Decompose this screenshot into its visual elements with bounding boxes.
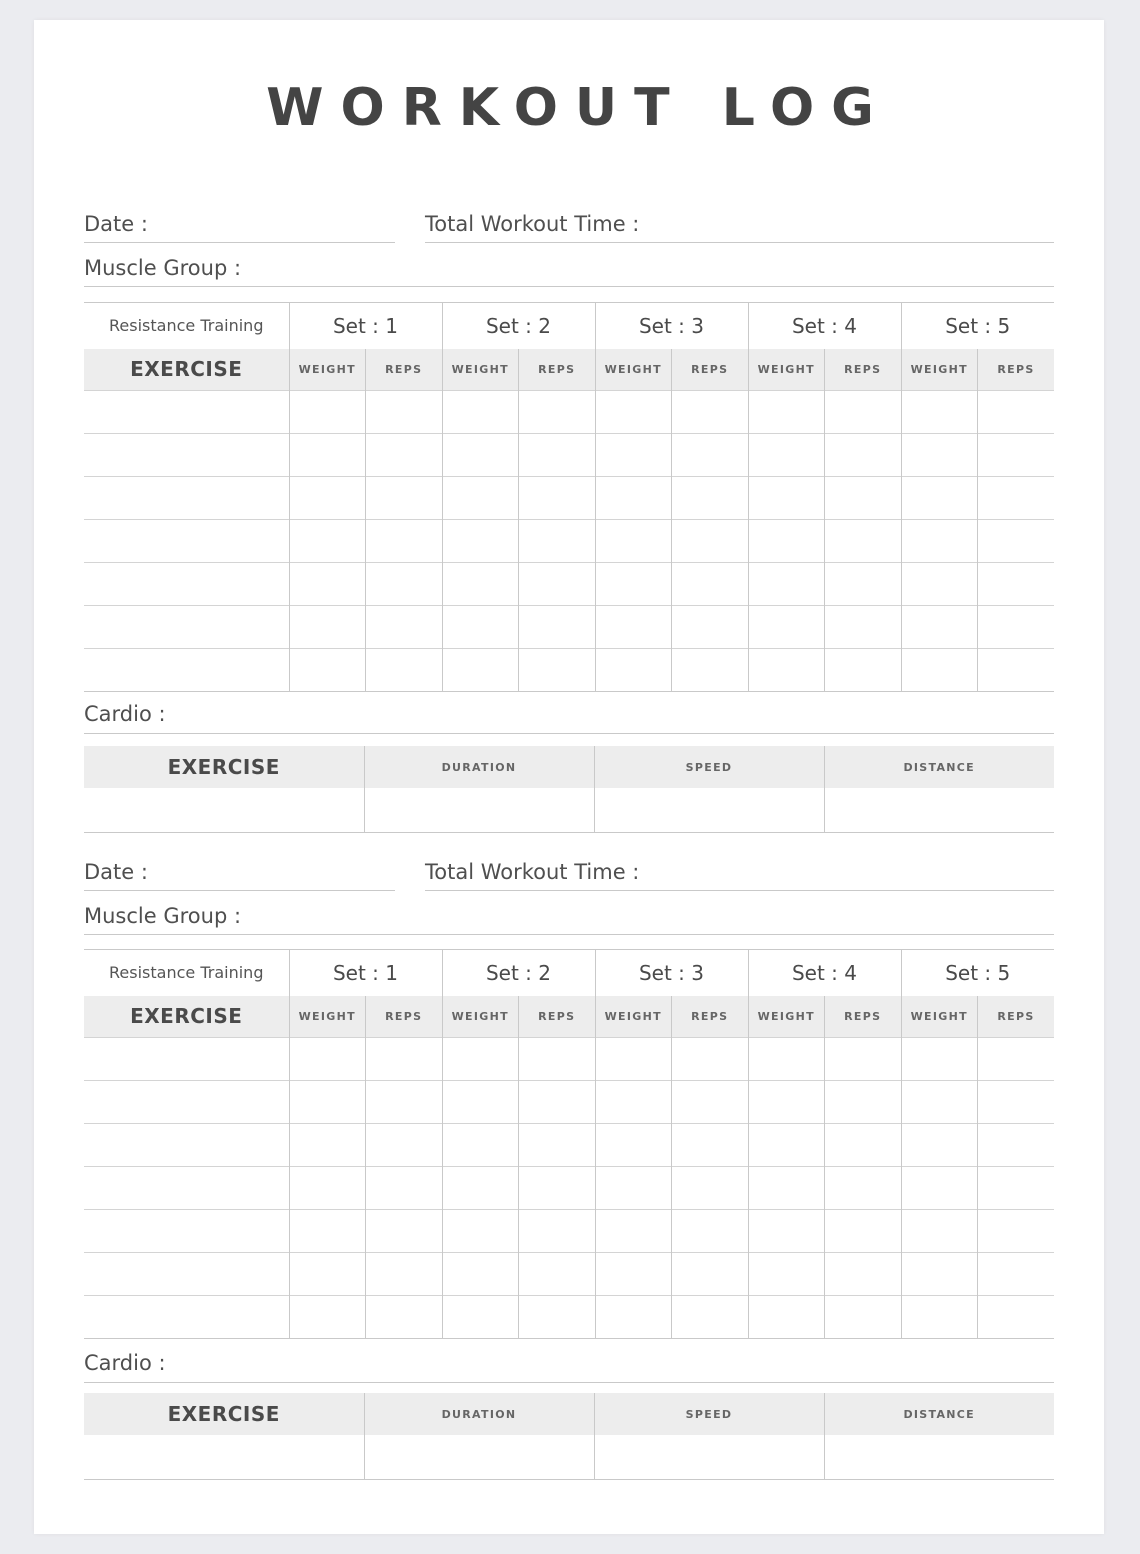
weight-cell[interactable] [748,1210,825,1253]
weight-cell[interactable] [748,477,825,520]
speed-header: SPEED [594,1393,824,1435]
reps-cell[interactable] [825,1167,902,1210]
reps-column-header: REPS [519,996,596,1038]
reps-cell[interactable] [366,1081,443,1124]
reps-cell[interactable] [825,1081,902,1124]
reps-cell[interactable] [825,1038,902,1081]
weight-cell[interactable] [442,1124,519,1167]
weight-cell[interactable] [289,1038,366,1081]
weight-cell[interactable] [289,1081,366,1124]
reps-cell[interactable] [519,520,596,563]
exercise-cell[interactable] [84,1167,289,1210]
reps-column-header: REPS [825,349,902,391]
weight-cell[interactable] [595,1081,672,1124]
reps-cell[interactable] [978,391,1055,434]
weight-cell[interactable] [901,1081,978,1124]
table-row [84,1124,1054,1167]
reps-cell[interactable] [519,1253,596,1296]
weight-cell[interactable] [442,477,519,520]
exercise-cell[interactable] [84,649,289,692]
weight-cell[interactable] [901,606,978,649]
date-field[interactable] [84,853,395,891]
set-4-header: Set : 4 [748,303,901,349]
table-row [84,1038,1054,1081]
weight-cell[interactable] [595,1296,672,1339]
weight-cell[interactable] [901,1124,978,1167]
table-row [84,477,1054,520]
exercise-cell[interactable] [84,563,289,606]
weight-cell[interactable] [595,1210,672,1253]
weight-cell[interactable] [595,391,672,434]
weight-cell[interactable] [595,477,672,520]
set-3-header: Set : 3 [595,950,748,996]
cardio-field[interactable] [84,694,1054,734]
reps-cell[interactable] [366,1296,443,1339]
reps-column-header: REPS [825,996,902,1038]
weight-cell[interactable] [748,1253,825,1296]
resistance-training-label: Resistance Training [109,316,264,336]
weight-column-header: WEIGHT [748,996,825,1038]
table-row [84,606,1054,649]
table-row [84,1210,1054,1253]
weight-cell[interactable] [901,1210,978,1253]
weight-cell[interactable] [595,606,672,649]
reps-cell[interactable] [366,1253,443,1296]
date-label: Date : [84,212,148,236]
speed-header: SPEED [594,746,824,788]
cardio-field[interactable] [84,1343,1054,1383]
duration-header: DURATION [364,1393,594,1435]
muscle-group-field[interactable] [84,249,1054,287]
reps-cell[interactable] [978,649,1055,692]
weight-cell[interactable] [442,520,519,563]
reps-cell[interactable] [825,391,902,434]
weight-cell[interactable] [901,391,978,434]
reps-cell[interactable] [672,1253,749,1296]
reps-cell[interactable] [978,434,1055,477]
reps-cell[interactable] [366,606,443,649]
muscle-group-label: Muscle Group : [84,256,242,280]
weight-cell[interactable] [748,563,825,606]
weight-cell[interactable] [289,520,366,563]
weight-cell[interactable] [442,1296,519,1339]
weight-cell[interactable] [748,391,825,434]
set-3-header: Set : 3 [595,303,748,349]
weight-cell[interactable] [901,1253,978,1296]
exercise-cell[interactable] [84,1210,289,1253]
total-workout-time-field[interactable] [425,853,1054,891]
set-1-header: Set : 1 [289,950,442,996]
exercise-column-header: EXERCISE [84,996,289,1038]
weight-column-header: WEIGHT [442,349,519,391]
reps-cell[interactable] [825,520,902,563]
reps-cell[interactable] [672,1167,749,1210]
weight-cell[interactable] [595,1253,672,1296]
duration-cell[interactable] [364,1435,594,1479]
date-label: Date : [84,860,148,884]
reps-cell[interactable] [672,649,749,692]
reps-cell[interactable] [978,1210,1055,1253]
weight-cell[interactable] [289,1210,366,1253]
set-4-header: Set : 4 [748,950,901,996]
reps-cell[interactable] [519,1038,596,1081]
table-row [84,649,1054,692]
distance-header: DISTANCE [824,746,1054,788]
reps-column-header: REPS [672,996,749,1038]
exercise-cell[interactable] [84,1253,289,1296]
reps-cell[interactable] [978,1038,1055,1081]
weight-cell[interactable] [901,477,978,520]
reps-cell[interactable] [825,563,902,606]
exercise-cell[interactable] [84,1296,289,1339]
reps-cell[interactable] [519,434,596,477]
exercise-cell[interactable] [84,1038,289,1081]
weight-column-header: WEIGHT [289,996,366,1038]
reps-cell[interactable] [825,606,902,649]
reps-cell[interactable] [825,1210,902,1253]
weight-cell[interactable] [901,1167,978,1210]
reps-cell[interactable] [978,520,1055,563]
weight-cell[interactable] [748,1038,825,1081]
set-5-header: Set : 5 [901,950,1054,996]
weight-column-header: WEIGHT [595,996,672,1038]
reps-cell[interactable] [519,649,596,692]
reps-cell[interactable] [825,1124,902,1167]
reps-cell[interactable] [672,1038,749,1081]
weight-cell[interactable] [748,606,825,649]
exercise-column-header: EXERCISE [84,349,289,391]
weight-column-header: WEIGHT [595,349,672,391]
reps-cell[interactable] [672,1081,749,1124]
set-2-header: Set : 2 [442,950,595,996]
exercise-cell[interactable] [84,477,289,520]
weight-cell[interactable] [442,1210,519,1253]
reps-cell[interactable] [519,1081,596,1124]
weight-cell[interactable] [442,391,519,434]
weight-column-header: WEIGHT [442,996,519,1038]
reps-column-header: REPS [978,349,1055,391]
reps-cell[interactable] [366,649,443,692]
resistance-training-label: Resistance Training [109,963,264,983]
reps-cell[interactable] [978,1296,1055,1339]
weight-cell[interactable] [748,434,825,477]
reps-cell[interactable] [825,649,902,692]
reps-column-header: REPS [366,996,443,1038]
distance-header: DISTANCE [824,1393,1054,1435]
weight-cell[interactable] [901,434,978,477]
weight-cell[interactable] [748,520,825,563]
reps-cell[interactable] [366,1167,443,1210]
cardio-label: Cardio : [84,1351,166,1375]
set-5-header: Set : 5 [901,303,1054,349]
reps-cell[interactable] [825,1296,902,1339]
weight-cell[interactable] [289,1124,366,1167]
reps-cell[interactable] [978,1167,1055,1210]
weight-cell[interactable] [748,1296,825,1339]
reps-cell[interactable] [366,1124,443,1167]
reps-cell[interactable] [672,1124,749,1167]
distance-cell[interactable] [824,1435,1054,1479]
total-workout-time-label: Total Workout Time : [425,860,640,884]
reps-cell[interactable] [519,1296,596,1339]
exercise-cell[interactable] [84,1081,289,1124]
reps-cell[interactable] [672,391,749,434]
reps-cell[interactable] [978,477,1055,520]
weight-cell[interactable] [901,520,978,563]
weight-cell[interactable] [442,1253,519,1296]
weight-column-header: WEIGHT [289,349,366,391]
duration-header: DURATION [364,746,594,788]
reps-cell[interactable] [978,563,1055,606]
weight-cell[interactable] [901,1038,978,1081]
reps-cell[interactable] [825,434,902,477]
exercise-cell[interactable] [84,434,289,477]
reps-cell[interactable] [366,563,443,606]
cardio-exercise-cell[interactable] [84,1435,364,1479]
weight-cell[interactable] [748,1167,825,1210]
weight-cell[interactable] [442,434,519,477]
set-2-header: Set : 2 [442,303,595,349]
weight-cell[interactable] [442,649,519,692]
cardio-table [84,1393,1054,1480]
reps-cell[interactable] [978,1253,1055,1296]
weight-cell[interactable] [289,477,366,520]
distance-cell[interactable] [824,788,1054,832]
page-title: WORKOUT LOG [266,78,891,138]
table-row [84,563,1054,606]
weight-cell[interactable] [289,1296,366,1339]
weight-cell[interactable] [901,1296,978,1339]
reps-column-header: REPS [672,349,749,391]
reps-column-header: REPS [519,349,596,391]
weight-cell[interactable] [595,563,672,606]
reps-cell[interactable] [519,563,596,606]
reps-cell[interactable] [672,434,749,477]
reps-cell[interactable] [672,1210,749,1253]
total-workout-time-label: Total Workout Time : [425,212,640,236]
weight-cell[interactable] [748,1124,825,1167]
weight-cell[interactable] [901,563,978,606]
reps-cell[interactable] [366,1038,443,1081]
weight-cell[interactable] [595,1167,672,1210]
muscle-group-field[interactable] [84,897,1054,935]
exercise-cell[interactable] [84,520,289,563]
weight-cell[interactable] [595,434,672,477]
reps-cell[interactable] [519,477,596,520]
weight-cell[interactable] [289,1167,366,1210]
speed-cell[interactable] [594,788,824,832]
resistance-training-table [84,949,1054,1339]
table-row [84,1296,1054,1339]
reps-cell[interactable] [366,1210,443,1253]
reps-cell[interactable] [519,391,596,434]
weight-cell[interactable] [289,649,366,692]
weight-cell[interactable] [595,1038,672,1081]
weight-cell[interactable] [442,563,519,606]
weight-cell[interactable] [748,649,825,692]
weight-cell[interactable] [442,1081,519,1124]
cardio-exercise-cell[interactable] [84,788,364,832]
reps-cell[interactable] [825,1253,902,1296]
table-row [84,434,1054,477]
reps-cell[interactable] [366,434,443,477]
reps-cell[interactable] [366,477,443,520]
weight-cell[interactable] [595,520,672,563]
weight-cell[interactable] [595,649,672,692]
cardio-exercise-header: EXERCISE [84,1393,364,1435]
weight-column-header: WEIGHT [901,349,978,391]
muscle-group-label: Muscle Group : [84,904,242,928]
reps-cell[interactable] [672,520,749,563]
table-row [84,391,1054,434]
reps-cell[interactable] [672,477,749,520]
cardio-exercise-header: EXERCISE [84,746,364,788]
weight-cell[interactable] [901,649,978,692]
reps-cell[interactable] [519,1124,596,1167]
exercise-rows [84,1038,1054,1339]
date-field[interactable] [84,205,395,243]
reps-cell[interactable] [519,1167,596,1210]
reps-cell[interactable] [672,563,749,606]
weight-cell[interactable] [442,1038,519,1081]
resistance-training-table [84,302,1054,692]
cardio-table [84,746,1054,833]
weight-cell[interactable] [289,391,366,434]
cardio-label: Cardio : [84,702,166,726]
reps-cell[interactable] [978,1081,1055,1124]
exercise-cell[interactable] [84,391,289,434]
reps-cell[interactable] [672,606,749,649]
exercise-rows [84,391,1054,692]
table-row [84,1167,1054,1210]
reps-cell[interactable] [672,1296,749,1339]
set-1-header: Set : 1 [289,303,442,349]
weight-cell[interactable] [442,606,519,649]
exercise-cell[interactable] [84,1124,289,1167]
reps-column-header: REPS [366,349,443,391]
reps-cell[interactable] [519,606,596,649]
duration-cell[interactable] [364,788,594,832]
weight-cell[interactable] [748,1081,825,1124]
reps-column-header: REPS [978,996,1055,1038]
weight-cell[interactable] [289,606,366,649]
table-row [84,1081,1054,1124]
weight-column-header: WEIGHT [901,996,978,1038]
weight-cell[interactable] [442,1167,519,1210]
table-row [84,1253,1054,1296]
exercise-cell[interactable] [84,606,289,649]
reps-cell[interactable] [825,477,902,520]
speed-cell[interactable] [594,1435,824,1479]
reps-cell[interactable] [366,391,443,434]
weight-cell[interactable] [595,1124,672,1167]
reps-cell[interactable] [366,520,443,563]
weight-cell[interactable] [289,1253,366,1296]
reps-cell[interactable] [978,606,1055,649]
total-workout-time-field[interactable] [425,205,1054,243]
weight-cell[interactable] [289,434,366,477]
table-row [84,520,1054,563]
weight-cell[interactable] [289,563,366,606]
reps-cell[interactable] [978,1124,1055,1167]
reps-cell[interactable] [519,1210,596,1253]
weight-column-header: WEIGHT [748,349,825,391]
